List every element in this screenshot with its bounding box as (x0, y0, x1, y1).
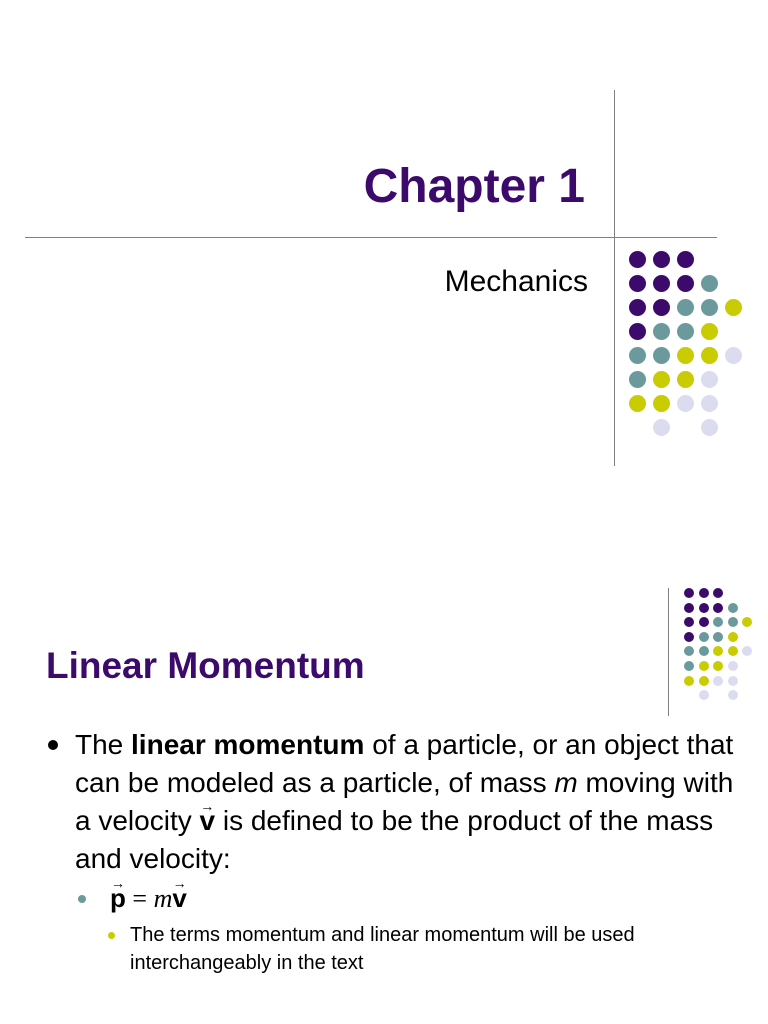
decor-dot (713, 676, 723, 686)
decor-dot (728, 661, 738, 671)
decor-dot (677, 371, 694, 388)
decor-dot (677, 251, 694, 268)
decor-dot (653, 323, 670, 340)
decor-dot (701, 395, 718, 412)
equation-item (48, 880, 748, 917)
momentum-vector: → p (110, 880, 126, 916)
decor-dot (742, 646, 752, 656)
decor-dot (653, 419, 670, 436)
slide-body (48, 726, 748, 977)
decor-dot (684, 646, 694, 656)
decor-dot (677, 299, 694, 316)
decor-dot (653, 395, 670, 412)
decor-dot (728, 632, 738, 642)
text-run: moving with a velocity (75, 767, 734, 836)
decor-dot (713, 588, 723, 598)
decor-dot (699, 588, 709, 598)
decor-dot (629, 323, 646, 340)
decor-dot (677, 347, 694, 364)
vertical-divider (614, 90, 615, 466)
decor-dot (699, 617, 709, 627)
decor-dot (699, 646, 709, 656)
decor-dot (684, 632, 694, 642)
bullet-item (48, 726, 748, 878)
decor-dot (701, 371, 718, 388)
text-run: The (75, 729, 132, 760)
decor-dot (728, 646, 738, 656)
decor-dot (677, 275, 694, 292)
decor-dot (629, 347, 646, 364)
decor-dot (629, 251, 646, 268)
decor-dot (629, 275, 646, 292)
decor-dot (653, 347, 670, 364)
decor-dot (684, 617, 694, 627)
decor-dot (728, 617, 738, 627)
text-run: is defined to be the product of the mass and velocity: (75, 805, 714, 874)
decor-dot (677, 323, 694, 340)
decor-dot (701, 347, 718, 364)
mass-symbol: m (554, 767, 578, 798)
decor-dot (713, 617, 723, 627)
decor-dot (713, 661, 723, 671)
velocity-vector: → v (172, 880, 186, 916)
decor-dot (728, 603, 738, 613)
chapter-subtitle: Mechanics (444, 265, 588, 298)
decor-dot (684, 676, 694, 686)
decor-dot (701, 323, 718, 340)
bullet-dot (78, 895, 86, 903)
decor-dot (684, 661, 694, 671)
decor-dot (701, 299, 718, 316)
bold-term: linear momentum (131, 729, 365, 760)
decor-dot (728, 690, 738, 700)
decor-dot (742, 617, 752, 627)
decor-dot (713, 603, 723, 613)
equals-sign: = (125, 884, 154, 913)
decor-dot (653, 299, 670, 316)
decor-dot (653, 251, 670, 268)
decor-dot (701, 419, 718, 436)
decor-dot (629, 371, 646, 388)
chapter-title: Chapter 1 (363, 160, 585, 213)
sub-bullet-item (48, 921, 748, 977)
decor-dot (629, 395, 646, 412)
slide-title: Linear Momentum (46, 645, 365, 686)
decor-dot (699, 632, 709, 642)
decor-dot (653, 275, 670, 292)
decor-dot (713, 646, 723, 656)
decor-dot (677, 395, 694, 412)
decor-dot (713, 632, 723, 642)
decor-dot (699, 603, 709, 613)
title-slide (0, 0, 768, 510)
content-slide (0, 510, 768, 1024)
decor-dot (728, 676, 738, 686)
decor-dot (701, 275, 718, 292)
mass-symbol: m (153, 884, 173, 913)
decor-dot (699, 690, 709, 700)
decor-dot (725, 299, 742, 316)
decor-dot (725, 347, 742, 364)
note-text: The terms momentum and linear momentum will be used interchangeably in the text (130, 924, 635, 974)
velocity-vector: → v (200, 802, 216, 840)
decor-dot (684, 588, 694, 598)
decor-dot (699, 676, 709, 686)
vertical-divider (668, 588, 669, 716)
decor-dot (699, 661, 709, 671)
horizontal-divider (25, 237, 717, 238)
decor-dot (684, 603, 694, 613)
decor-dot (653, 371, 670, 388)
text-run: of a particle, or an object that can be modeled as a particle, of mass (75, 729, 734, 798)
decor-dot (629, 299, 646, 316)
bullet-dot (48, 740, 58, 750)
bullet-dot (108, 932, 115, 939)
